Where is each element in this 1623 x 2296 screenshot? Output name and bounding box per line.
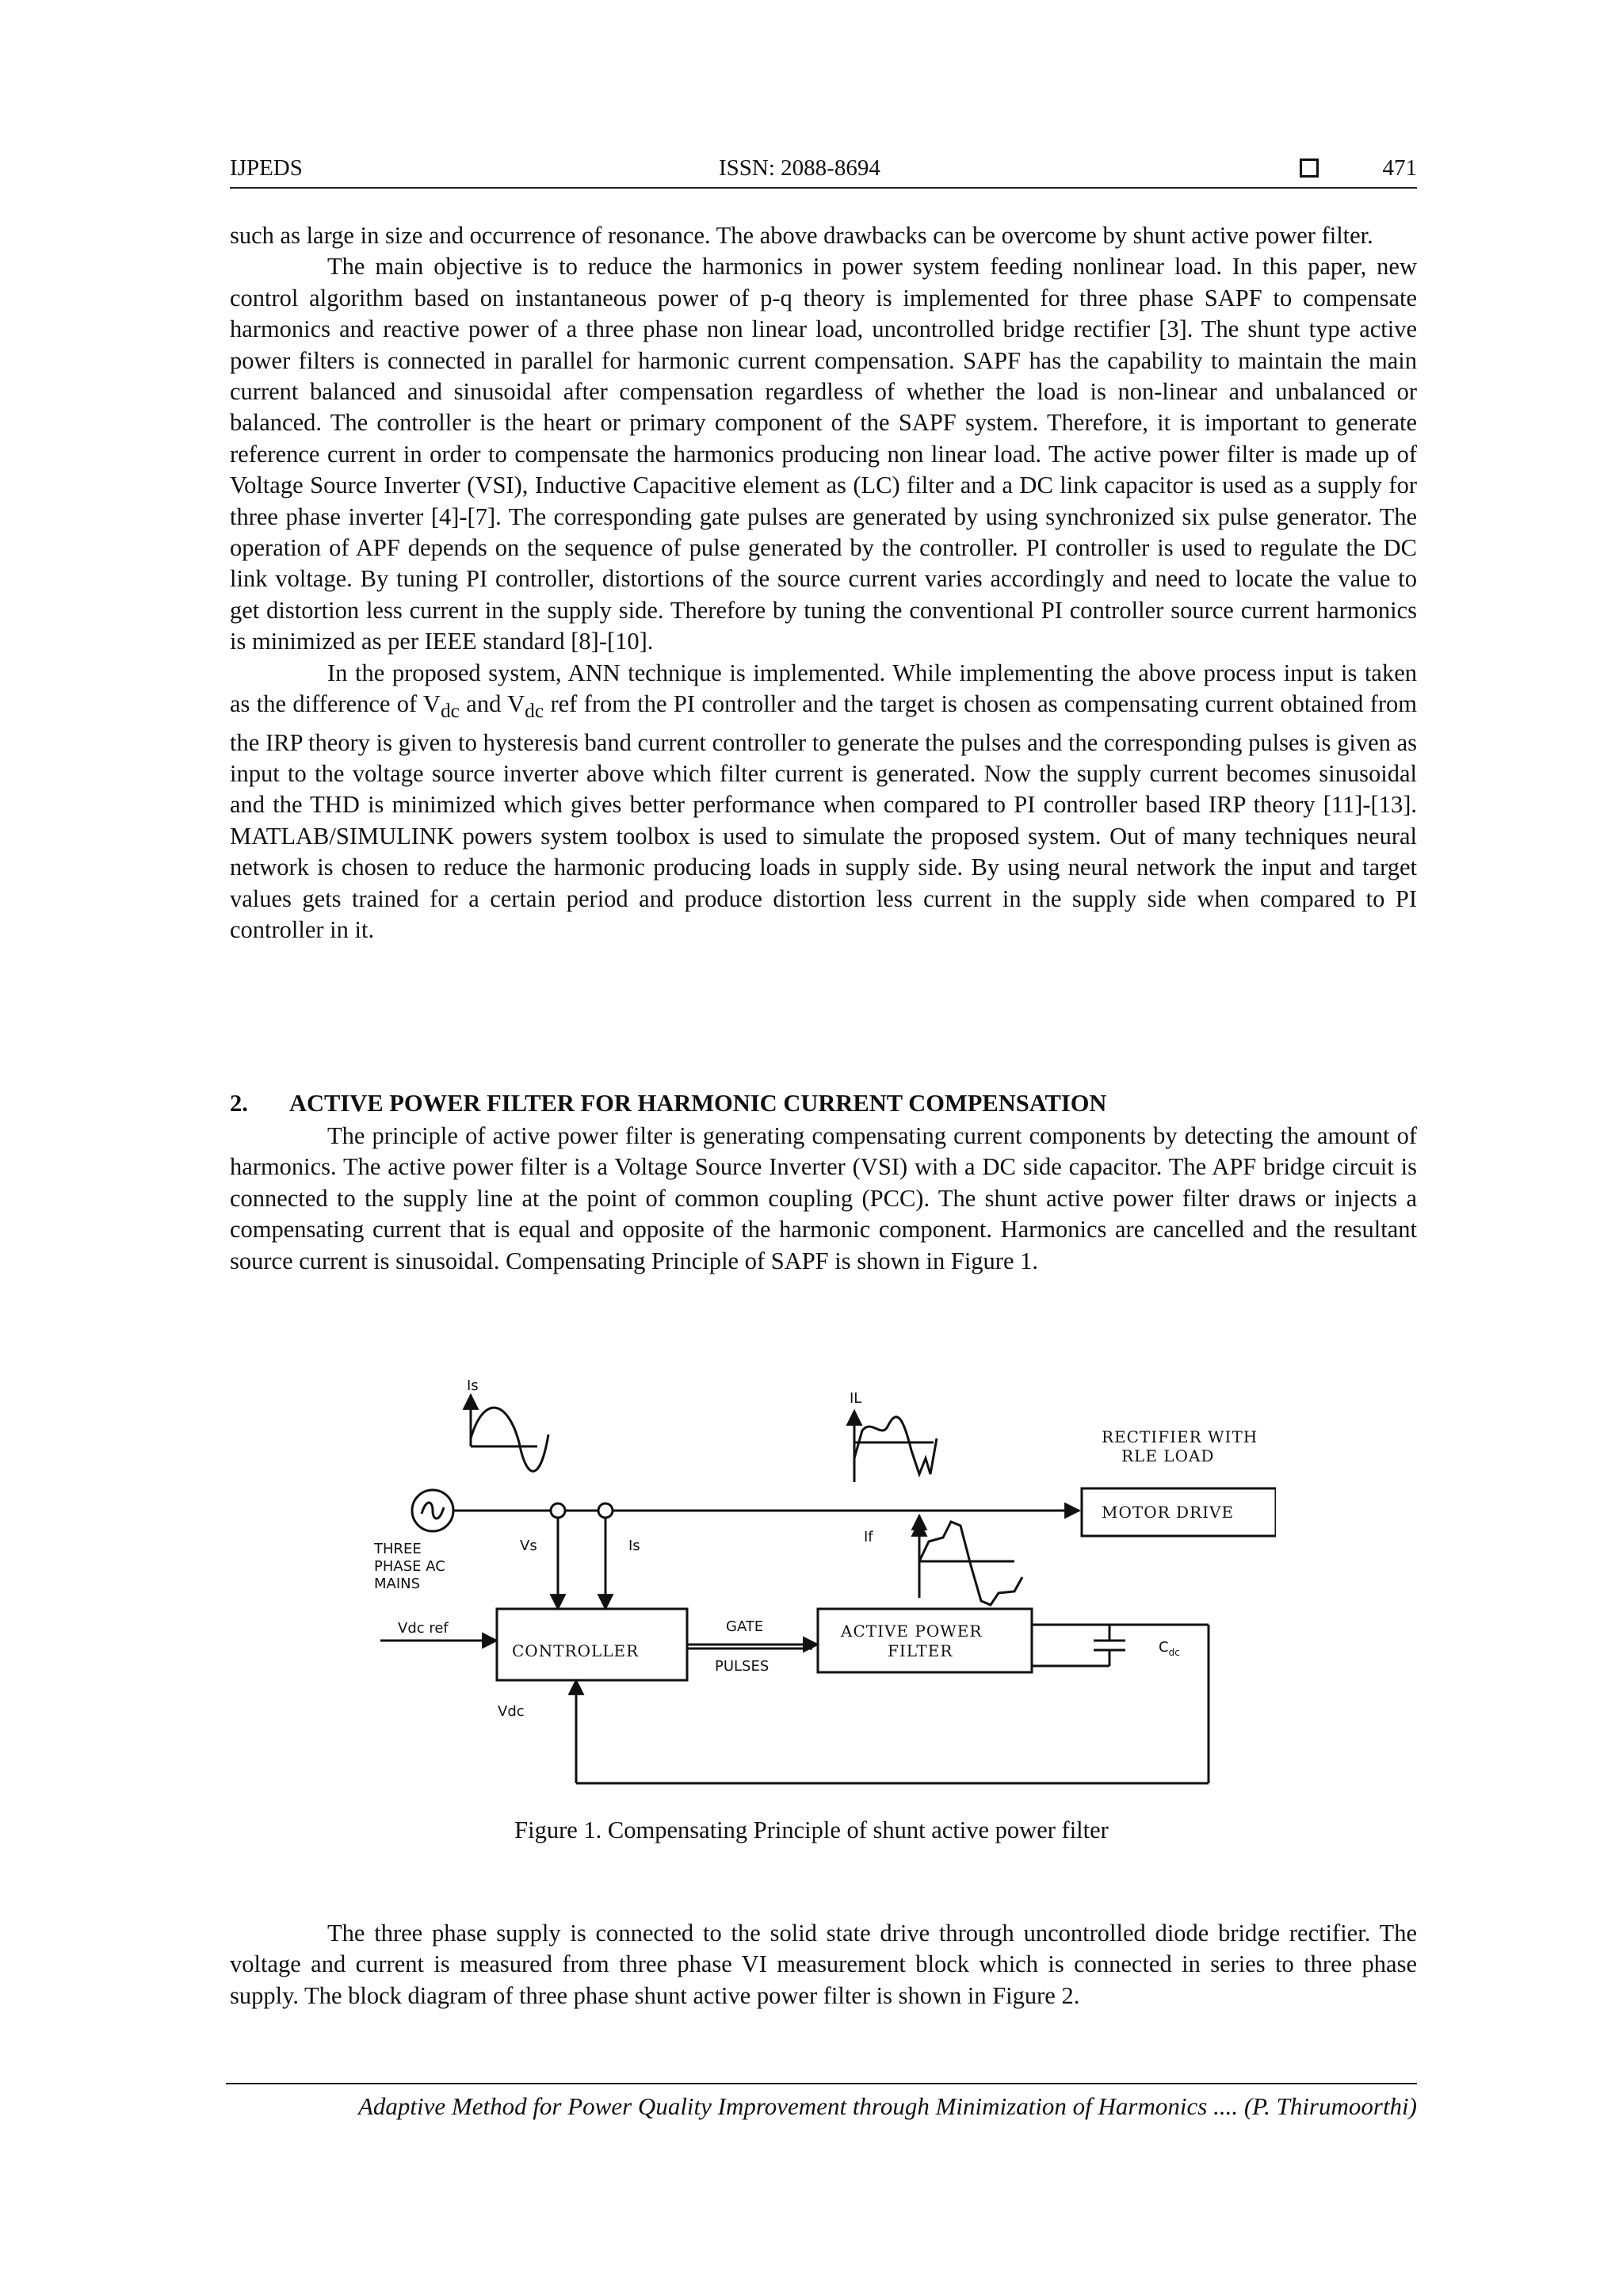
label-vdc: Vdc xyxy=(498,1703,525,1720)
label-rectifier-line2: RLE LOAD xyxy=(1121,1446,1215,1465)
vs-junction xyxy=(551,1503,565,1518)
paragraph: The three phase supply is connected to the solid state drive through uncontrolled diode bridge rectifier. The voltage and current is measured from three phase VI measurement block which is connected in series to three phase supply. The block diagram of three phase shunt active power filter is shown in Figure 2. xyxy=(230,1920,1417,2009)
cdc-main: C xyxy=(1159,1639,1169,1656)
paragraph xyxy=(230,658,1417,946)
paragraph: such as large in size and occurrence of resonance. The above drawbacks can be overcome by shunt active power filter. xyxy=(230,222,1373,249)
body-text-intro xyxy=(230,220,1417,946)
filter-current-waveform xyxy=(919,1522,1022,1605)
active-power-filter-block xyxy=(818,1609,1032,1672)
section-number: 2. xyxy=(230,1090,248,1117)
issn: ISSN: 2088-8694 xyxy=(719,155,880,181)
label-rectifier-line1: RECTIFIER WITH xyxy=(1102,1427,1258,1446)
paragraph-text: In the proposed system, ANN technique is implemented. While implementing the above process input is taken as the difference of V xyxy=(230,659,1417,718)
body-text-section2 xyxy=(230,1121,1417,1277)
label-cdc xyxy=(1159,1639,1180,1658)
page-header xyxy=(230,152,1417,189)
paragraph-text: and V xyxy=(459,690,525,718)
label-apf-line1: ACTIVE POWER xyxy=(841,1622,983,1641)
square-bullet-icon xyxy=(1300,159,1319,178)
label-pulses: PULSES xyxy=(715,1658,769,1675)
label-il: IL xyxy=(850,1390,862,1407)
load-current-waveform xyxy=(854,1411,937,1482)
source-current-waveform xyxy=(471,1395,548,1471)
paragraph: The principle of active power filter is generating compensating current components by detecting the amount of harmonics. The active power filter is a Voltage Source Inverter (VSI) with a DC side capacitor. The APF bridge circuit is connected to the supply line at the point of common coupling (PCC). The shunt active power filter draws or injects a compensating current that is equal and opposite of the harmonic component. Harmonics are cancelled and the resultant source current is sinusoidal. Compensating Principle of SAPF is shown in Figure 1. xyxy=(230,1122,1417,1274)
cdc-sub: dc xyxy=(1168,1647,1180,1658)
figure-1-diagram xyxy=(365,1363,1276,1807)
paragraph: The main objective is to reduce the harmonics in power system feeding nonlinear load. In this paper, new control algorithm based on instantaneous power of p-q theory is implemented for three phase SAPF to compensate harmonics and reactive power of a three phase non linear load, uncontrolled bridge rectifier [3]. The shunt type active power filters is connected in parallel for harmonic current compensation. SAPF has the capability to maintain the main current balanced and sinusoidal after compensation regardless of whether the load is non-linear and unbalanced or balanced. The controller is the heart or primary component of the SAPF system. Therefore, it is important to generate reference current in order to compensate the harmonics producing non linear load. The active power filter is made up of Voltage Source Inverter (VSI), Inductive Capacitive element as (LC) filter and a DC link capacitor is used as a supply for three phase inverter [4]-[7]. The corresponding gate pulses are generated by using synchronized six pulse generator. The operation of APF depends on the sequence of pulse generated by the controller. PI controller is used to regulate the DC link voltage. By tuning PI controller, distortions of the source current varies accordingly and need to locate the value to get distortion less current in the supply side. Therefore by tuning the conventional PI controller source current harmonics is minimized as per IEEE standard [8]-[10]. xyxy=(230,253,1417,655)
label-vs: Vs xyxy=(520,1538,537,1554)
paragraph-text: ref from the PI controller and the target is chosen as compensating current obtained from the IRP theory is given to hysteresis band current controller to generate the pulses and the corresponding pulses is given as input to the voltage source inverter above which filter current is generated. Now the supply current becomes sinusoidal and the THD is minimized which gives better performance when compared to PI controller based IRP theory [11]-[13]. MATLAB/SIMULINK powers system toolbox is used to simulate the proposed system. Out of many techniques neural network is chosen to reduce the harmonic producing loads in supply side. By using neural network the input and target values gets trained for a certain period and produce distortion less current in the supply side when compared to PI controller in it. xyxy=(230,690,1417,944)
journal-name: IJPEDS xyxy=(230,155,303,181)
body-text-after-figure xyxy=(230,1918,1417,2011)
section-title: ACTIVE POWER FILTER FOR HARMONIC CURRENT COMPENSATION xyxy=(289,1090,1107,1117)
figure-caption: Figure 1. Compensating Principle of shunt active power filter xyxy=(514,1817,1109,1843)
subscript: dc xyxy=(525,700,544,723)
label-mains-line2: PHASE AC xyxy=(374,1558,445,1575)
label-if: If xyxy=(864,1529,873,1545)
label-vdc-ref: Vdc ref xyxy=(398,1620,449,1637)
subscript: dc xyxy=(440,700,460,723)
label-gate: GATE xyxy=(726,1618,764,1635)
is-junction xyxy=(598,1503,613,1518)
page-footer: Adaptive Method for Power Quality Improvement through Minimization of Harmonics .... (P. Thirumoorthi) xyxy=(226,2083,1417,2121)
page-number: 471 xyxy=(1382,155,1417,181)
label-is-top: Is xyxy=(467,1377,479,1394)
label-is: Is xyxy=(628,1538,640,1554)
label-mains-line3: MAINS xyxy=(374,1576,421,1592)
label-apf-line2: FILTER xyxy=(888,1641,953,1660)
label-mains-line1: THREE xyxy=(374,1541,422,1557)
label-controller: CONTROLLER xyxy=(512,1641,640,1660)
label-motor-drive: MOTOR DRIVE xyxy=(1102,1503,1235,1522)
